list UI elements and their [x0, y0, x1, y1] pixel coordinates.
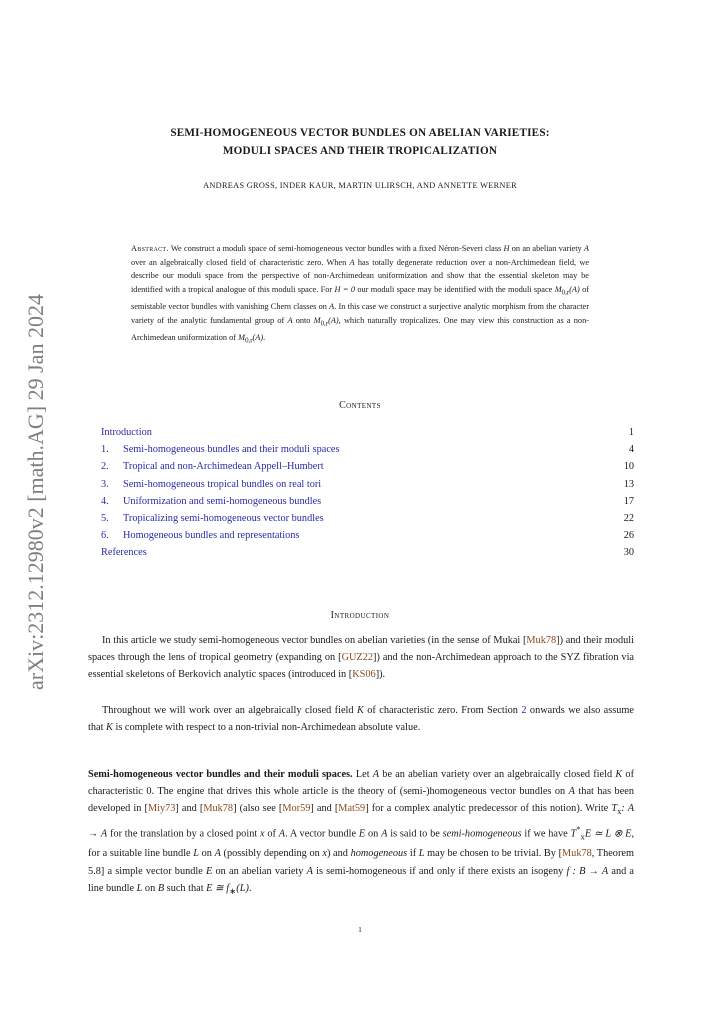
math-expr: H = 0	[334, 284, 356, 294]
math-expr: f : B → A	[566, 865, 609, 877]
toc-entry-label[interactable]	[101, 424, 152, 441]
intro-paragraph-1	[88, 632, 634, 684]
intro-paragraph-2	[88, 702, 634, 736]
toc-entry-section-1[interactable]	[101, 441, 634, 458]
body-text: (possibly depending on	[220, 848, 323, 860]
toc-entry-title[interactable]: Homogeneous bundles and representations	[123, 530, 300, 542]
citation-link[interactable]: KS06	[352, 669, 376, 681]
math-sub: 0,r	[561, 289, 570, 297]
toc-entry-label[interactable]	[101, 493, 321, 510]
toc-entry-introduction[interactable]	[101, 424, 634, 441]
citation-link[interactable]: GUZ22	[341, 652, 374, 664]
math-var: A	[381, 828, 388, 840]
page-number: 1	[358, 925, 362, 934]
citation-link[interactable]: Mor59	[282, 803, 311, 815]
toc-entry-title[interactable]: Tropicalizing semi-homogeneous vector bundles	[123, 512, 324, 524]
emphasis-term: semi-homogeneous	[442, 828, 522, 840]
toc-entry-section-5[interactable]	[101, 510, 634, 527]
toc-entry-label[interactable]	[101, 458, 324, 475]
math-var: E	[206, 865, 213, 877]
toc-entry-title[interactable]: References	[101, 547, 147, 559]
body-text: Throughout we will work over an algebraically closed field	[102, 705, 357, 716]
math-sub: 0,r	[245, 337, 253, 345]
math-var: L	[136, 882, 143, 894]
math-var: M	[313, 315, 321, 325]
body-text: ]).	[375, 669, 386, 681]
math-var: A	[568, 786, 575, 798]
abstract-text: has totally degenerate reduction over a non-Archimedean field, we describe our moduli space from the perspective of non-Archimedean uniformization and show that the essential skeleton may be identified with a tropical analogue of this moduli space. For	[131, 257, 590, 294]
abstract	[131, 242, 589, 348]
math-var: A	[583, 244, 589, 253]
abstract-text: on an abelian variety	[509, 244, 584, 253]
math-var: E	[358, 828, 366, 840]
body-text: and a line bundle	[88, 865, 634, 894]
abstract-label: Abstract.	[131, 244, 169, 253]
math-arg: (A)	[328, 315, 339, 325]
math-expr: E ≃ L ⊗ E	[584, 828, 632, 840]
body-text: ) and	[326, 848, 351, 860]
body-text: In this article we study semi-homogeneous vector bundles on abelian varieties (in the sense of Mukai [	[102, 635, 527, 646]
math-var: A	[214, 848, 221, 860]
toc-entry-title[interactable]: Semi-homogeneous tropical bundles on real tori	[123, 478, 322, 490]
math-var: T	[570, 828, 577, 840]
toc-entry-page: 10	[623, 461, 634, 473]
toc-entry-section-2[interactable]	[101, 458, 634, 475]
math-var: T	[611, 803, 618, 815]
math-sub: x	[580, 831, 585, 842]
citation-link[interactable]: Muk78	[526, 635, 557, 646]
math-expr: E ≅ f	[206, 882, 230, 894]
toc-entry-number[interactable]: 3.	[101, 478, 109, 490]
body-text: on an abelian variety	[212, 865, 307, 877]
math-var: L	[418, 848, 425, 860]
math-var: M	[238, 332, 246, 342]
body-text: on	[142, 882, 158, 894]
abstract-text: , which naturally tropicalizes. One may view this construction as a non-Archimedean uniformization of	[131, 315, 589, 342]
citation-locator: , Theorem 5.8	[88, 848, 634, 877]
toc-entry-title[interactable]: Semi-homogeneous bundles and their moduli spaces	[123, 444, 340, 456]
introduction-heading: Introduction	[330, 610, 390, 621]
paragraph-heading: Semi-homogeneous vector bundles and their moduli spaces.	[88, 769, 353, 780]
math-var: A	[349, 257, 355, 267]
math-var: A	[306, 865, 313, 877]
body-text: be an abelian variety over an algebraically closed field	[379, 769, 616, 780]
citation-link[interactable]: Muk78	[562, 848, 592, 860]
math-sup: *	[576, 823, 581, 834]
math-var: A	[278, 828, 286, 840]
toc-entry-section-6[interactable]	[101, 527, 634, 544]
contents-heading: Contents	[339, 400, 381, 411]
toc-entry-page: 4	[628, 444, 634, 456]
emphasis-term: homogeneous	[350, 848, 408, 860]
abstract-text: over an algebraically closed field of characteristic zero. When	[131, 257, 350, 267]
body-text: may be chosen to be trivial. By [	[424, 848, 563, 860]
toc-entry-label[interactable]	[101, 527, 299, 544]
math-sub: ∗	[229, 885, 237, 896]
body-text: Let	[352, 769, 373, 780]
body-text: .	[248, 882, 252, 894]
toc-entry-number[interactable]: 1.	[101, 444, 109, 456]
body-text: on	[199, 848, 215, 860]
math-expr: : A → A	[88, 803, 634, 840]
abstract-text: .	[263, 332, 266, 342]
abstract-text: . In this case we construct a surjective analytic morphism from the character variety of the analytic fundamental group of	[131, 302, 589, 325]
math-var: x	[322, 848, 327, 860]
body-text: of characteristic 0. The engine that drives this whole article is the theory of (semi-)homogeneous vector bundles on	[88, 769, 635, 798]
body-text: if	[407, 848, 419, 860]
toc-entry-title[interactable]: Introduction	[101, 427, 152, 438]
abstract-text: of semistable vector bundles with vanishing Chern classes on	[131, 284, 589, 312]
math-expr: (L)	[236, 882, 249, 894]
math-var: M	[554, 284, 562, 294]
body-text: on	[365, 828, 382, 840]
arxiv-identifier[interactable]: arXiv:2312.12980v2 [math.AG] 29 Jan 2024	[23, 294, 48, 690]
body-text: ]) and the non-Archimedean approach to the SYZ fibration via essential skeletons of Berkovich analytic spaces (introduced in [	[88, 652, 635, 681]
title-line-2: MODULI SPACES AND THEIR TROPICALIZATION	[222, 145, 498, 157]
body-text: of characteristic zero. From Section	[363, 705, 522, 716]
math-arg: (A)	[569, 284, 580, 294]
math-var: A	[329, 302, 335, 312]
toc-entry-page: 22	[623, 512, 634, 524]
body-text: onwards we also assume that	[88, 705, 634, 734]
body-text: that has been developed in [	[88, 786, 634, 815]
citation-link[interactable]: Mat59	[338, 803, 366, 815]
author-list: ANDREAS GROSS, INDER KAUR, MARTIN ULIRSCH, AND ANNETTE WERNER	[203, 181, 517, 190]
math-arg: (A)	[252, 332, 264, 342]
body-text: if we have	[521, 828, 571, 840]
toc-entry-page: 26	[623, 530, 634, 542]
body-text: ] for a complex analytic predecessor of this notion). Write	[365, 803, 612, 815]
body-text: ]) and their moduli spaces through the lens of tropical geometry (expanding on [	[88, 635, 634, 664]
citation-link[interactable]: Miy73	[147, 803, 176, 815]
math-var: K	[106, 722, 113, 734]
toc-entry-section-3[interactable]	[101, 476, 634, 493]
body-text: for the translation by a closed point	[107, 828, 261, 840]
body-text: ] and [	[310, 803, 339, 815]
math-var: K	[356, 705, 364, 716]
toc-entry-title[interactable]: Uniformization and semi-homogeneous bundles	[123, 495, 322, 507]
abstract-text: onto	[292, 315, 314, 325]
math-var: H	[503, 244, 510, 253]
body-text: . A vector bundle	[285, 828, 359, 840]
toc-entry-number[interactable]: 5.	[101, 512, 109, 524]
toc-entry-page: 13	[623, 478, 634, 490]
toc-entry-number[interactable]: 4.	[101, 495, 109, 507]
body-text: , for a suitable line bundle	[88, 828, 635, 860]
math-var: L	[193, 848, 200, 860]
body-text: ] and [	[175, 803, 204, 815]
toc-entry-number[interactable]: 2.	[101, 461, 109, 473]
math-var: A	[287, 315, 293, 325]
toc-entry-label[interactable]	[101, 510, 324, 527]
toc-entry-page: 30	[623, 547, 634, 559]
section-link[interactable]: 2	[521, 705, 527, 716]
body-text: is said to be	[387, 828, 443, 840]
abstract-text: We construct a moduli space of semi-homogeneous vector bundles with a fixed Néron-Severi class	[170, 244, 504, 253]
toc-entry-title[interactable]: Tropical and non-Archimedean Appell–Humbert	[123, 461, 324, 473]
toc-entry-label[interactable]	[101, 476, 321, 493]
body-text: is complete with respect to a non-trivial non-Archimedean absolute value.	[112, 722, 421, 734]
body-text: is semi-homogeneous if and only if there exists an isogeny	[312, 865, 567, 877]
paper-title	[90, 124, 630, 160]
toc-entry-page: 1	[628, 427, 634, 438]
math-sub: x	[617, 806, 622, 817]
toc-entry-section-4[interactable]	[101, 493, 634, 510]
math-var: x	[260, 828, 265, 840]
toc-entry-page: 17	[623, 495, 634, 507]
body-text: such that	[164, 882, 207, 894]
toc-entry-label[interactable]	[101, 441, 339, 458]
abstract-text: our moduli space may be identified with the moduli space	[355, 284, 555, 294]
math-var: K	[615, 769, 623, 780]
citation-link[interactable]: Muk78	[203, 803, 234, 815]
body-text: ] (also see [	[233, 803, 283, 815]
body-text: of	[264, 828, 279, 840]
toc-entry-label[interactable]	[101, 544, 147, 561]
toc-entry-number[interactable]: 6.	[101, 530, 109, 542]
intro-paragraph-3	[88, 766, 634, 900]
math-var: A	[372, 769, 380, 780]
table-of-contents	[101, 424, 634, 562]
math-sub: 0,r	[320, 320, 329, 328]
math-var: B	[157, 882, 165, 894]
title-line-1: SEMI-HOMOGENEOUS VECTOR BUNDLES ON ABELIAN VARIETIES:	[170, 127, 550, 139]
body-text: ] a simple vector bundle	[100, 865, 207, 877]
toc-entry-references[interactable]	[101, 544, 634, 561]
